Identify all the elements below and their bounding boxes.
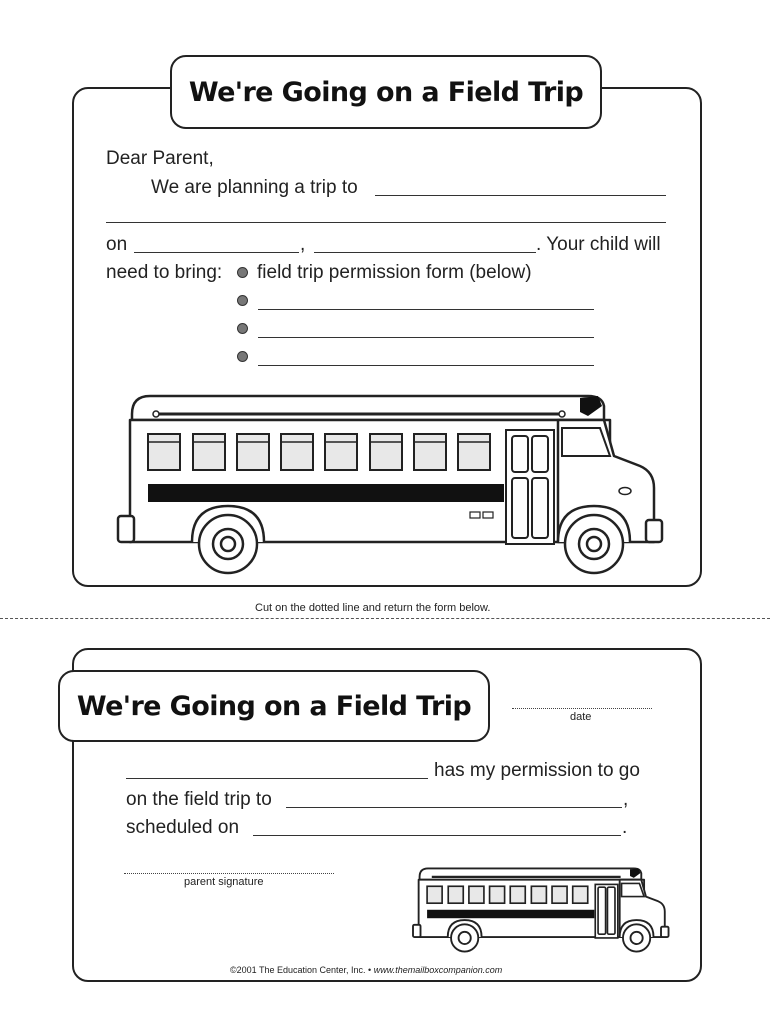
comma: ,	[300, 234, 306, 255]
date-line[interactable]	[512, 708, 652, 709]
website-link[interactable]: www.themailboxcompanion.com	[373, 965, 503, 975]
destination-blank-line2[interactable]	[106, 222, 666, 223]
signature-line[interactable]	[124, 873, 334, 874]
bullet-dot	[237, 267, 248, 278]
on-label: on	[106, 234, 128, 255]
need-to-bring-label: need to bring:	[106, 262, 223, 283]
period: .	[622, 817, 628, 838]
cut-dotted-line	[0, 618, 770, 619]
planning-text: We are planning a trip to	[151, 177, 358, 198]
bring-item-blank-4[interactable]	[258, 365, 594, 366]
bottom-title-banner	[58, 670, 490, 742]
top-title: We're Going on a Field Trip	[188, 76, 584, 108]
on-trip-text: on the field trip to	[126, 789, 272, 810]
destination-blank[interactable]	[375, 195, 666, 196]
date-label: date	[570, 711, 592, 723]
trip-time-blank[interactable]	[314, 252, 536, 253]
your-child-text: . Your child will	[536, 234, 661, 255]
bring-item-blank-3[interactable]	[258, 337, 594, 338]
bring-item-blank-2[interactable]	[258, 309, 594, 310]
permission-text: has my permission to go	[434, 760, 640, 781]
small-school-bus-illustration	[413, 866, 669, 954]
trip-date-blank[interactable]	[134, 252, 299, 253]
copyright-text: ©2001 The Education Center, Inc. •	[230, 965, 374, 975]
copyright-footer	[230, 965, 502, 975]
greeting: Dear Parent,	[106, 148, 214, 169]
scheduled-text: scheduled on	[126, 817, 240, 838]
bullet-dot	[237, 323, 248, 334]
bring-item-1: field trip permission form (below)	[257, 262, 532, 283]
school-bus-illustration	[118, 392, 663, 577]
trip-destination-blank[interactable]	[286, 807, 622, 808]
top-title-banner	[170, 55, 602, 129]
comma: ,	[623, 789, 629, 810]
child-name-blank[interactable]	[126, 778, 428, 779]
cut-instruction: Cut on the dotted line and return the form below.	[255, 602, 491, 614]
signature-label: parent signature	[184, 876, 264, 888]
scheduled-date-blank[interactable]	[253, 835, 621, 836]
bullet-dot	[237, 351, 248, 362]
bottom-title: We're Going on a Field Trip	[76, 690, 472, 722]
bullet-dot	[237, 295, 248, 306]
